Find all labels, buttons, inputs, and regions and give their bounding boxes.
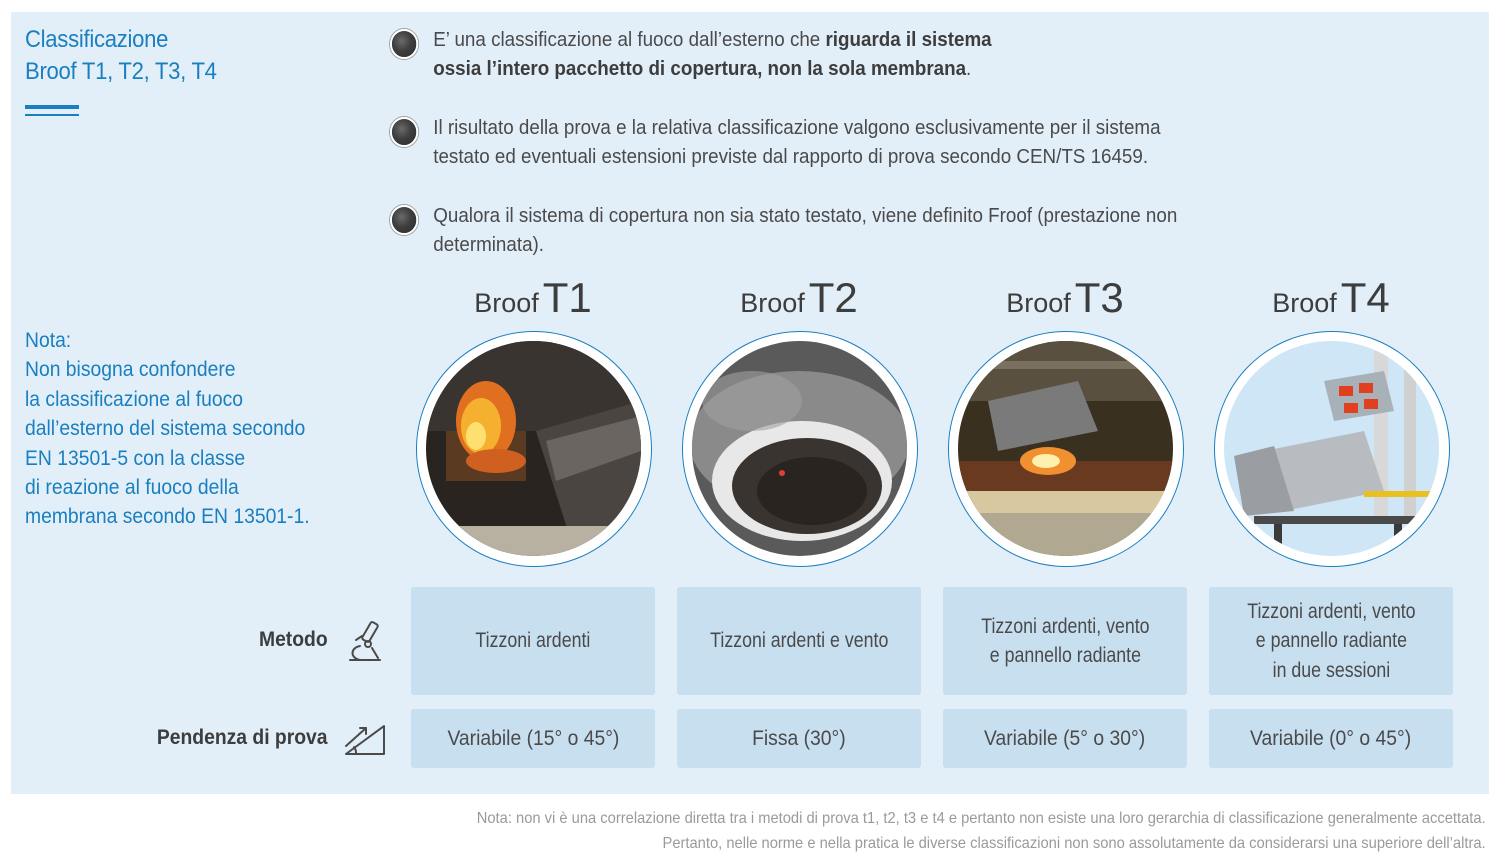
side-note-line: la classificazione al fuoco xyxy=(25,387,244,411)
title-line-1: Classificazione xyxy=(25,26,169,53)
microscope-icon xyxy=(342,618,388,664)
metodo-text: in due sessioni xyxy=(1272,658,1390,682)
side-note-heading: Nota: xyxy=(25,329,72,352)
photo-t4-test-apparatus xyxy=(1214,331,1450,567)
bullet-item-2 xyxy=(390,114,1292,172)
page-title xyxy=(25,24,217,88)
class-title-t4 xyxy=(1209,276,1453,325)
bullet-2-line-2: testato ed eventuali estensioni previste dal rapporto di prova secondo CEN/TS 16459. xyxy=(433,146,1149,168)
metodo-text: Tizzoni ardenti, vento xyxy=(1246,599,1416,623)
class-code: T2 xyxy=(808,274,858,321)
pendenza-text: Variabile (0° o 45°) xyxy=(1250,726,1412,750)
pendenza-cell-t2 xyxy=(677,709,921,768)
bullet-dot-icon xyxy=(390,29,418,59)
photo-t3-radiant-panel xyxy=(948,331,1184,567)
class-code: T4 xyxy=(1340,274,1390,321)
class-code: T3 xyxy=(1074,274,1124,321)
footer-line-2: Pertanto, nelle norme e nella pratica le diverse classificazioni non sono assolutamente da considerarsi una superiore dell’altra. xyxy=(662,834,1486,852)
slope-icon xyxy=(342,716,388,762)
title-underline xyxy=(25,105,79,109)
pendenza-text: Fissa (30°) xyxy=(752,726,846,750)
metodo-cell-t4 xyxy=(1209,587,1453,695)
class-prefix: Broof xyxy=(474,288,539,318)
pendenza-text: Variabile (5° o 30°) xyxy=(984,726,1146,750)
metodo-text: e pannello radiante xyxy=(989,644,1141,667)
title-underline-thin xyxy=(25,114,79,116)
bullet-1-bold-1: riguarda il sistema xyxy=(825,29,992,51)
class-prefix: Broof xyxy=(740,288,805,318)
photo-t2-burnt-surface xyxy=(682,331,918,567)
bullet-1-period: . xyxy=(966,58,972,80)
bullet-item-3 xyxy=(390,202,1292,260)
test-apparatus-image xyxy=(1224,341,1439,556)
side-note-line: EN 13501-5 con la classe xyxy=(25,446,246,470)
bullet-dot-icon xyxy=(390,117,418,147)
bullet-dot-icon xyxy=(390,205,418,235)
bullet-1-bold-2: ossia l’intero pacchetto di copertura, non la sola membrana xyxy=(433,58,967,80)
metodo-label: Metodo xyxy=(259,628,328,651)
title-line-2: Broof T1, T2, T3, T4 xyxy=(25,58,217,85)
metodo-cell-t3 xyxy=(943,587,1187,695)
metodo-text: e pannello radiante xyxy=(1255,629,1407,653)
burnt-surface-image xyxy=(692,341,907,556)
class-prefix: Broof xyxy=(1272,288,1337,318)
bullet-item-1 xyxy=(390,26,1292,84)
side-note xyxy=(25,326,319,532)
bullet-1-line-2 xyxy=(433,55,1292,84)
metodo-text: Tizzoni ardenti, vento xyxy=(980,614,1150,638)
metodo-text: Tizzoni ardenti e vento xyxy=(709,629,889,653)
pendenza-cell-t4 xyxy=(1209,709,1453,768)
bullet-1-text: E’ una classificazione al fuoco dall’esterno che xyxy=(433,29,826,51)
footer-note xyxy=(477,807,1486,855)
metodo-text: Tizzoni ardenti xyxy=(475,629,591,653)
class-title-t1 xyxy=(411,276,655,325)
pendenza-cell-t1 xyxy=(411,709,655,768)
class-title-t2 xyxy=(677,276,921,325)
footer-line-1: Nota: non vi è una correlazione diretta tra i metodi di prova t1, t2, t3 e t4 e pertanto non esiste una loro gerarchia di classificazione generalmente accettata. xyxy=(477,810,1486,827)
bullet-1-line-1 xyxy=(433,26,1292,55)
class-code: T1 xyxy=(542,274,592,321)
side-note-line: dall’esterno del sistema secondo xyxy=(25,417,306,441)
bullet-3-line-1: Qualora il sistema di copertura non sia stato testato, viene definito Froof (prestazione non determinata). xyxy=(433,205,1178,256)
pendenza-label: Pendenza di prova xyxy=(157,726,328,749)
class-prefix: Broof xyxy=(1006,288,1071,318)
metodo-cell-t1 xyxy=(411,587,655,695)
side-note-line: membrana secondo EN 13501-1. xyxy=(25,505,310,529)
side-note-line: di reazione al fuoco della xyxy=(25,476,239,500)
side-note-line: Non bisogna confondere xyxy=(25,358,236,382)
metodo-cell-t2 xyxy=(677,587,921,695)
bullet-2-line-1: Il risultato della prova e la relativa classificazione valgono esclusivamente per il sistema xyxy=(433,117,1161,139)
class-title-t3 xyxy=(943,276,1187,325)
photo-t1-burning-brand xyxy=(416,331,652,567)
radiant-panel-image xyxy=(958,341,1173,556)
burning-brand-image xyxy=(426,341,641,556)
pendenza-text: Variabile (15° o 45°) xyxy=(447,726,619,750)
pendenza-cell-t3 xyxy=(943,709,1187,768)
bullet-list xyxy=(390,26,1350,260)
